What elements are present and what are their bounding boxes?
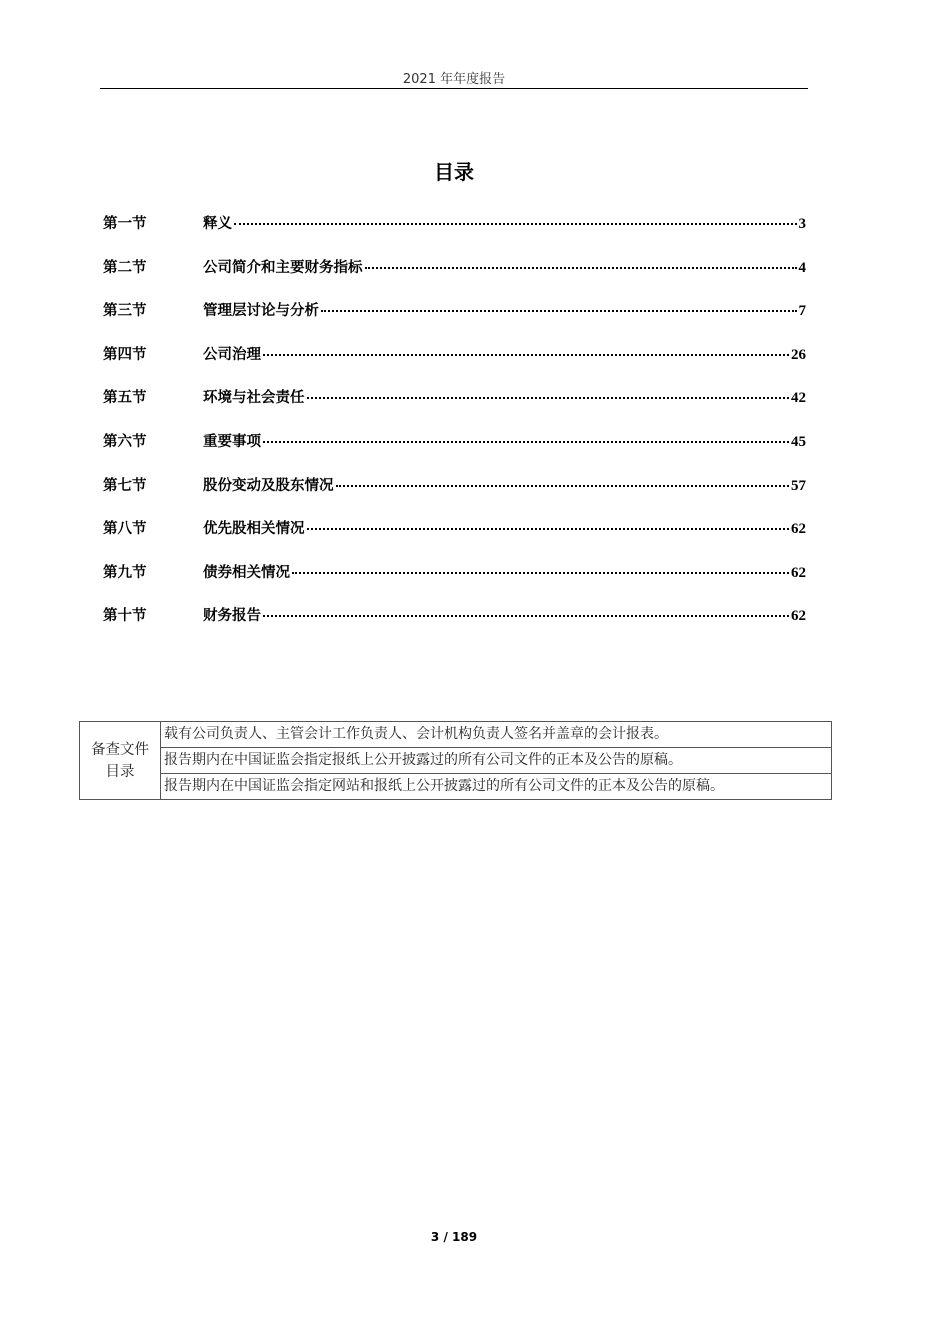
toc-section-number: 第一节 (103, 216, 147, 232)
toc-entry[interactable] (103, 299, 806, 343)
toc-section-number: 第十节 (103, 608, 147, 625)
toc-leader-dots (263, 441, 789, 443)
toc-section-number: 第六节 (103, 433, 147, 450)
toc-page-number: 4 (798, 259, 806, 276)
toc-page-number: 42 (791, 390, 806, 407)
table-row (80, 774, 832, 800)
toc-entry[interactable] (103, 256, 806, 300)
toc-leader-dots (307, 528, 790, 530)
toc-section-title: 公司治理 (203, 346, 261, 363)
reference-document-item: 报告期内在中国证监会指定报纸上公开披露过的所有公司文件的正本及公告的原稿。 (161, 748, 832, 774)
toc-section-number: 第五节 (103, 390, 147, 407)
toc-entry[interactable] (103, 386, 806, 430)
toc-entry[interactable] (103, 561, 806, 605)
toc-section-number: 第三节 (103, 303, 147, 320)
toc-section-number: 第九节 (103, 564, 147, 581)
toc-leader-dots (263, 615, 789, 617)
toc-entry[interactable] (103, 517, 806, 561)
toc-entry[interactable] (103, 474, 806, 518)
table-of-contents (103, 212, 806, 648)
toc-leader-dots (307, 397, 790, 399)
reference-documents-table (79, 721, 832, 800)
toc-leader-dots (292, 572, 789, 574)
toc-page-number: 26 (791, 346, 806, 363)
toc-page-number: 62 (791, 564, 806, 581)
toc-page-number: 45 (791, 433, 806, 450)
toc-section-title: 股份变动及股东情况 (203, 477, 334, 494)
toc-page-number: 62 (791, 521, 806, 538)
toc-entry[interactable] (103, 212, 806, 256)
running-header: 2021 年年度报告 (402, 72, 506, 87)
toc-section-title: 释义 (203, 216, 232, 232)
toc-section-title: 财务报告 (203, 608, 261, 625)
reference-document-item: 报告期内在中国证监会指定网站和报纸上公开披露过的所有公司文件的正本及公告的原稿。 (161, 774, 832, 800)
toc-section-title: 债券相关情况 (203, 564, 290, 581)
toc-leader-dots (365, 267, 797, 269)
heading-line: 目录 (105, 763, 135, 780)
toc-page-number: 57 (791, 477, 806, 494)
toc-section-title: 环境与社会责任 (203, 390, 305, 407)
toc-title: 目录 (434, 160, 474, 184)
toc-section-number: 第二节 (103, 259, 147, 276)
toc-section-title: 公司简介和主要财务指标 (203, 259, 363, 276)
toc-section-title: 管理层讨论与分析 (203, 303, 319, 320)
toc-section-number: 第四节 (103, 346, 147, 363)
toc-page-number: 3 (798, 216, 806, 232)
toc-section-title: 重要事项 (203, 433, 261, 450)
toc-leader-dots (234, 223, 797, 225)
toc-page-number: 62 (791, 608, 806, 625)
toc-section-number: 第七节 (103, 477, 147, 494)
toc-section-title: 优先股相关情况 (203, 521, 305, 538)
reference-documents-heading (80, 722, 161, 800)
toc-entry[interactable] (103, 604, 806, 648)
toc-leader-dots (263, 354, 789, 356)
toc-entry[interactable] (103, 343, 806, 387)
table-row (80, 722, 832, 748)
toc-leader-dots (336, 485, 790, 487)
reference-document-item: 载有公司负责人、主管会计工作负责人、会计机构负责人签名并盖章的会计报表。 (161, 722, 832, 748)
toc-section-number: 第八节 (103, 521, 147, 538)
toc-page-number: 7 (798, 303, 806, 320)
header-rule (100, 88, 808, 89)
toc-leader-dots (321, 310, 797, 312)
toc-entry[interactable] (103, 430, 806, 474)
heading-line: 备查文件 (91, 741, 149, 758)
table-row (80, 748, 832, 774)
page-number: 3 / 189 (430, 1230, 478, 1244)
